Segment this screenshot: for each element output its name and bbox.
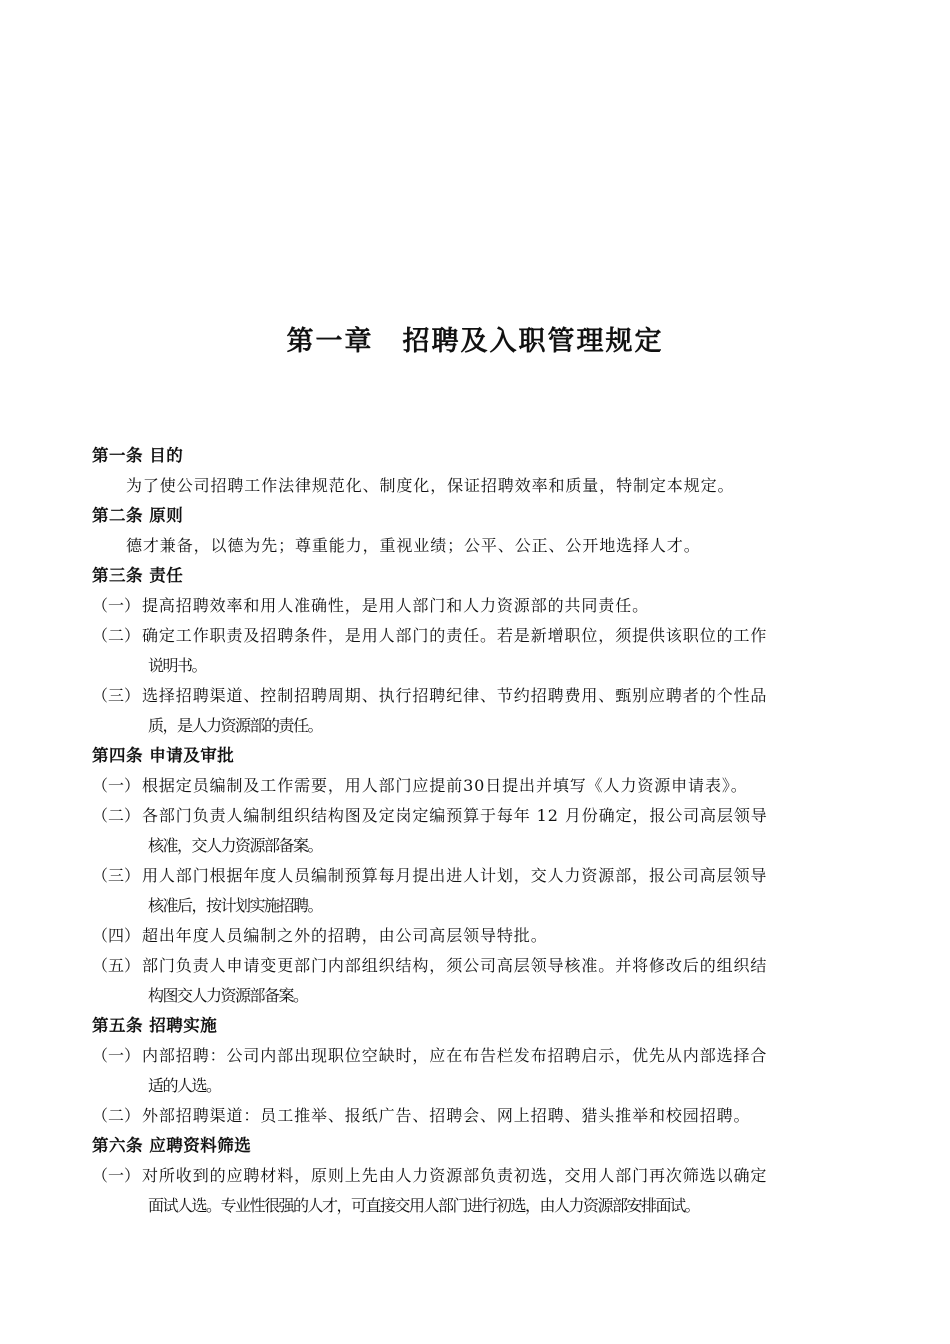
chapter-title: 第一章 招聘及入职管理规定 <box>286 326 664 357</box>
item-marker: （一） <box>92 1166 141 1185</box>
item-marker: （三） <box>92 686 141 705</box>
item-text <box>142 801 872 861</box>
list-item <box>92 1161 872 1221</box>
article-heading: 第二条 原则 <box>92 506 184 525</box>
item-line: 适的人选。 <box>148 1076 221 1095</box>
item-marker: （二） <box>92 626 141 645</box>
article-heading: 第四条 申请及审批 <box>92 746 235 765</box>
item-line: 说明书。 <box>148 656 207 675</box>
item-line: 核准后，按计划实施招聘。 <box>148 896 323 915</box>
document-body <box>92 441 872 1221</box>
article-paragraph: 德才兼备，以德为先；尊重能力，重视业绩；公平、公正、公开地选择人才。 <box>126 536 701 555</box>
article-2 <box>92 501 872 561</box>
item-line: 根据定员编制及工作需要，用人部门应提前30日提出并填写《人力资源申请表》。 <box>142 776 748 795</box>
article-heading: 第五条 招聘实施 <box>92 1016 218 1035</box>
list-item <box>92 771 872 801</box>
item-text <box>142 621 872 681</box>
item-line: 内部招聘：公司内部出现职位空缺时，应在布告栏发布招聘启示，优先从内部选择合 <box>142 1046 768 1065</box>
item-marker: （四） <box>92 926 141 945</box>
item-marker: （一） <box>92 776 141 795</box>
item-line: 质，是人力资源部的责任。 <box>148 716 323 735</box>
item-line: 核准，交人力资源部备案。 <box>148 836 323 855</box>
list-item <box>92 801 872 861</box>
item-marker: （一） <box>92 596 141 615</box>
article-6 <box>92 1131 872 1221</box>
item-marker: （五） <box>92 956 141 975</box>
item-text <box>142 861 872 921</box>
item-text <box>142 1161 872 1221</box>
item-text <box>142 1101 872 1131</box>
article-1 <box>92 441 872 501</box>
list-item <box>92 951 872 1011</box>
list-item <box>92 681 872 741</box>
item-marker: （二） <box>92 806 141 825</box>
article-5 <box>92 1011 872 1131</box>
item-text <box>142 591 872 621</box>
article-heading: 第三条 责任 <box>92 566 184 585</box>
item-marker: （一） <box>92 1046 141 1065</box>
article-paragraph: 为了使公司招聘工作法律规范化、制度化，保证招聘效率和质量，特制定本规定。 <box>126 476 735 495</box>
item-line: 对所收到的应聘材料，原则上先由人力资源部负责初选，交用人部门再次筛选以确定 <box>142 1166 768 1185</box>
list-item <box>92 861 872 921</box>
item-text <box>142 1041 872 1101</box>
list-item <box>92 621 872 681</box>
item-line: 部门负责人申请变更部门内部组织结构，须公司高层领导核准。并将修改后的组织结 <box>142 956 768 975</box>
item-line: 超出年度人员编制之外的招聘，由公司高层领导特批。 <box>142 926 548 945</box>
item-line: 面试人选。专业性很强的人才，可直接交用人部门进行初选，由人力资源部安排面试。 <box>148 1196 700 1215</box>
item-line: 提高招聘效率和用人准确性，是用人部门和人力资源部的共同责任。 <box>142 596 650 615</box>
item-line: 外部招聘渠道：员工推举、报纸广告、招聘会、网上招聘、猎头推举和校园招聘。 <box>142 1106 751 1125</box>
item-line: 各部门负责人编制组织结构图及定岗定编预算于每年 12 月份确定，报公司高层领导 <box>142 806 768 825</box>
list-item <box>92 921 872 951</box>
article-heading: 第六条 应聘资料筛选 <box>92 1136 252 1155</box>
article-3 <box>92 561 872 741</box>
item-line: 用人部门根据年度人员编制预算每月提出进人计划，交人力资源部，报公司高层领导 <box>142 866 768 885</box>
item-marker: （二） <box>92 1106 141 1125</box>
item-marker: （三） <box>92 866 141 885</box>
item-line: 确定工作职责及招聘条件，是用人部门的责任。若是新增职位，须提供该职位的工作 <box>142 626 768 645</box>
article-heading: 第一条 目的 <box>92 446 184 465</box>
list-item <box>92 591 872 621</box>
item-line: 选择招聘渠道、控制招聘周期、执行招聘纪律、节约招聘费用、甄别应聘者的个性品 <box>142 686 768 705</box>
article-4 <box>92 741 872 1011</box>
item-line: 构图交人力资源部备案。 <box>148 986 308 1005</box>
item-text <box>142 681 872 741</box>
list-item <box>92 1101 872 1131</box>
list-item <box>92 1041 872 1101</box>
item-text <box>142 921 872 951</box>
item-text <box>142 951 872 1011</box>
item-text <box>142 771 872 801</box>
